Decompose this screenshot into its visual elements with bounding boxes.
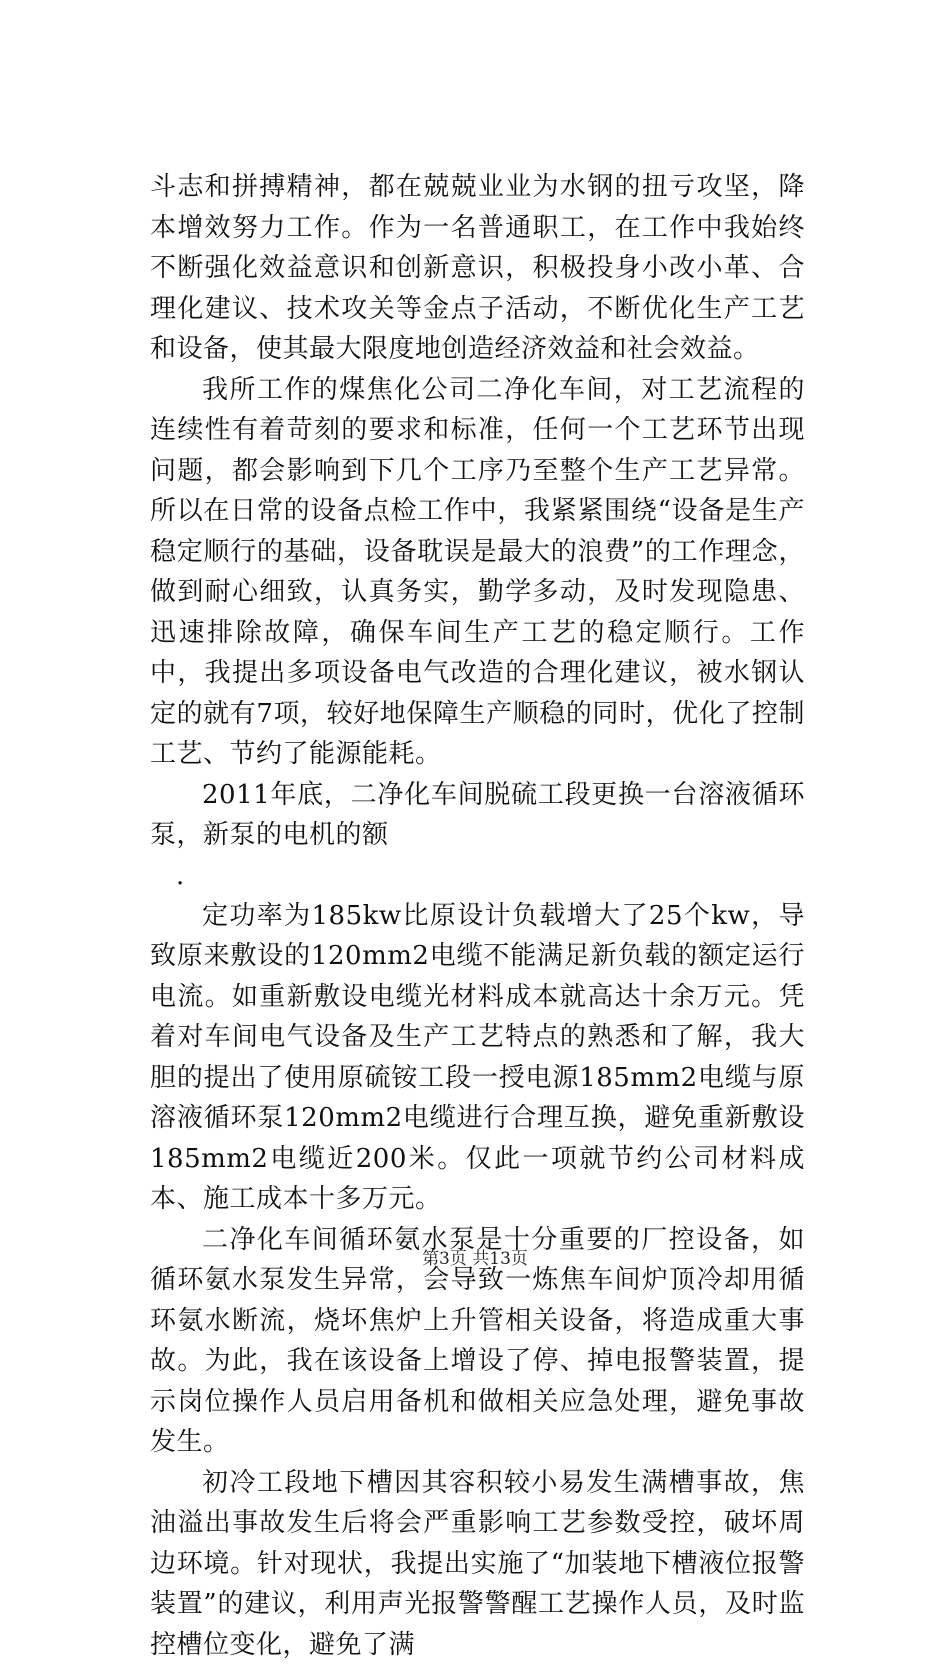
paragraph-2: 我所工作的煤焦化公司二净化车间，对工艺流程的连续性有着苛刻的要求和标准，任何一个工艺环节出现问题，都会影响到下几个工序乃至整个生产工艺异常。所以在日常的设备点检工作中，我紧紧围绕“设备是生产稳定顺行的基础，设备耽误是最大的浪费”的工作理念，做到耐心细致，认真务实，勤学多动，及时发现隐患、迅速排除故障，确保车间生产工艺的稳定顺行。工作中，我提出多项设备电气改造的合理化建议，被水钢认定的就有7项，较好地保障生产顺稳的同时，优化了控制工艺、节约了能源能耗。 <box>150 370 805 775</box>
stray-dot: . <box>150 856 805 896</box>
paragraph-3: 2011年底，二净化车间脱硫工段更换一台溶液循环泵，新泵的电机的额 <box>150 775 805 856</box>
document-body <box>150 167 805 1665</box>
paragraph-1: 斗志和拼搏精神，都在兢兢业业为水钢的扭亏攻坚，降本增效努力工作。作为一名普通职工，在工作中我始终不断强化效益意识和创新意识，积极投身小改小革、合理化建议、技术攻关等金点子活动，不断优化生产工艺和设备，使其最大限度地创造经济效益和社会效益。 <box>150 167 805 370</box>
paragraph-6: 初冷工段地下槽因其容积较小易发生满槽事故，焦油溢出事故发生后将会严重影响工艺参数受控，破坏周边环境。针对现状，我提出实施了“加装地下槽液位报警装置”的建议，利用声光报警警醒工艺操作人员，及时监控槽位变化，避免了满 <box>150 1463 805 1665</box>
paragraph-5: 二净化车间循环氨水泵是十分重要的厂控设备，如循环氨水泵发生异常，会导致一炼焦车间炉顶冷却用循环氨水断流，烧坏焦炉上升管相关设备，将造成重大事故。为此，我在该设备上增设了停、掉电报警装置，提示岗位操作人员启用备机和做相关应急处理，避免事故发生。 <box>150 1220 805 1463</box>
page-footer: 第3页 共13页 <box>0 1244 950 1269</box>
paragraph-4: 定功率为185kw比原设计负载增大了25个kw，导致原来敷设的120mm2电缆不能满足新负载的额定运行电流。如重新敷设电缆光材料成本就高达十余万元。凭着对车间电气设备及生产工艺特点的熟悉和了解，我大胆的提出了使用原硫铵工段一授电源185mm2电缆与原溶液循环泵120mm2电缆进行合理互换，避免重新敷设185mm2电缆近200米。仅此一项就节约公司材料成本、施工成本十多万元。 <box>150 896 805 1220</box>
